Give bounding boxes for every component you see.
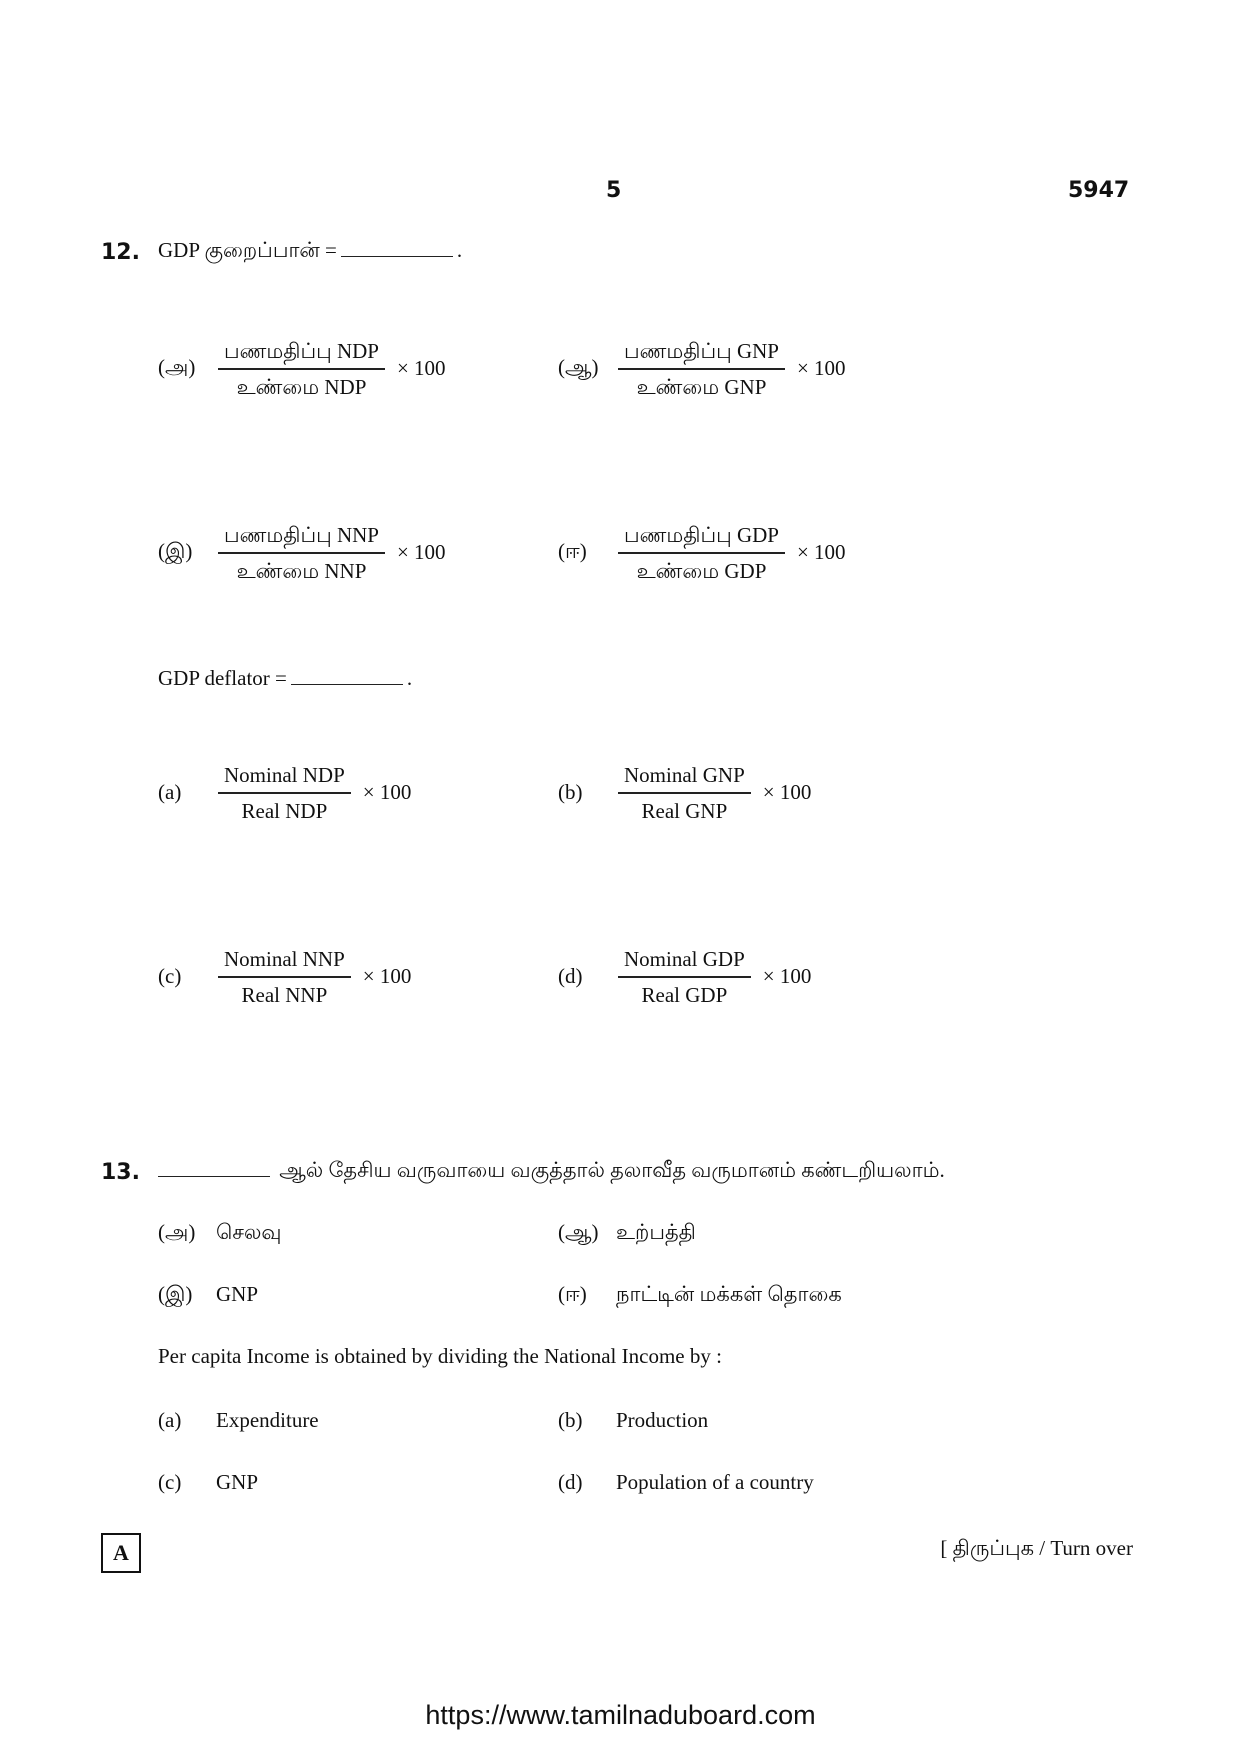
option-label: (a) — [158, 780, 182, 805]
q12-english-option-b — [558, 758, 811, 828]
q13-english-option-c — [158, 1470, 258, 1495]
q13-tamil-option-a — [158, 1220, 282, 1247]
q13-tamil-option-c — [158, 1282, 258, 1309]
fraction — [618, 334, 785, 404]
numerator: Nominal NDP — [224, 763, 345, 787]
fraction — [218, 758, 351, 828]
option-label: (இ) — [158, 539, 193, 564]
option-text: GNP — [216, 1470, 259, 1494]
question-13-english: Per capita Income is obtained by dividing the National Income by : — [158, 1344, 722, 1368]
q12-tamil-option-b — [558, 334, 846, 404]
q13-english-option-b — [558, 1408, 708, 1433]
q12-english-option-a — [158, 758, 411, 828]
page-number: 5 — [606, 178, 622, 203]
answer-blank — [291, 666, 403, 685]
denominator: உண்மை GDP — [636, 558, 767, 583]
fraction — [218, 942, 351, 1012]
denominator: உண்மை GNP — [636, 374, 767, 399]
question-12-tamil-text: GDP குறைப்பான் = — [158, 238, 337, 262]
fraction — [618, 758, 751, 828]
numerator: பணமதிப்பு GDP — [624, 523, 779, 547]
q12-english-option-c — [158, 942, 411, 1012]
q13-tamil-option-d — [558, 1282, 842, 1309]
q12-english-option-d — [558, 942, 811, 1012]
numerator: பணமதிப்பு NNP — [224, 523, 379, 547]
option-label: (ஈ) — [558, 539, 587, 564]
denominator: Real NNP — [241, 982, 328, 1007]
q13-tamil-option-b — [558, 1220, 696, 1247]
question-12-english-text: GDP deflator = — [158, 666, 287, 690]
option-text: உற்பத்தி — [616, 1220, 696, 1244]
option-label: (d) — [558, 1470, 583, 1494]
option-label: (ஈ) — [558, 1282, 587, 1306]
option-text: Expenditure — [216, 1408, 319, 1432]
multiplier: × 100 — [396, 540, 446, 565]
multiplier: × 100 — [362, 964, 412, 989]
fraction — [218, 334, 385, 404]
option-text: நாட்டின் மக்கள் தொகை — [616, 1282, 842, 1306]
answer-blank — [341, 238, 453, 257]
multiplier: × 100 — [796, 356, 846, 381]
option-text: Production — [616, 1408, 709, 1432]
multiplier: × 100 — [796, 540, 846, 565]
multiplier: × 100 — [762, 780, 812, 805]
question-13-tamil-text: ஆல் தேசிய வருவாயை வகுத்தால் தலாவீத வருமானம் கண்டறியலாம். — [279, 1158, 945, 1182]
option-label: (அ) — [158, 355, 196, 380]
q12-tamil-option-d — [558, 518, 846, 588]
option-label: (இ) — [158, 1282, 193, 1306]
paper-code: 5947 — [1068, 178, 1130, 203]
q13-english-option-d — [558, 1470, 814, 1495]
numerator: Nominal NNP — [224, 947, 345, 971]
numerator: Nominal GDP — [624, 947, 745, 971]
denominator: உண்மை NDP — [236, 374, 367, 399]
option-label: (ஆ) — [558, 355, 599, 380]
multiplier: × 100 — [762, 964, 812, 989]
question-13-number: 13. — [101, 1160, 140, 1185]
numerator: Nominal GNP — [624, 763, 745, 787]
fraction — [618, 942, 751, 1012]
q13-english-option-a — [158, 1408, 319, 1433]
option-label: (b) — [558, 780, 583, 805]
fraction — [618, 518, 785, 588]
question-12-english: GDP deflator = . — [158, 666, 413, 690]
option-text: GNP — [216, 1282, 259, 1306]
denominator: Real GDP — [641, 982, 728, 1007]
option-label: (d) — [558, 964, 583, 989]
q12-tamil-option-a — [158, 334, 446, 404]
option-label: (அ) — [158, 1220, 196, 1244]
option-label: (a) — [158, 1408, 182, 1432]
option-text: Population of a country — [616, 1470, 814, 1494]
website-url: https://www.tamilnaduboard.com — [425, 1700, 816, 1730]
question-13-tamil — [158, 1158, 945, 1185]
option-label: (c) — [158, 964, 182, 989]
option-label: (ஆ) — [558, 1220, 599, 1244]
q12-tamil-option-c — [158, 518, 446, 588]
multiplier: × 100 — [396, 356, 446, 381]
denominator: Real NDP — [241, 798, 328, 823]
denominator: உண்மை NNP — [236, 558, 367, 583]
numerator: பணமதிப்பு NDP — [224, 339, 379, 363]
fraction — [218, 518, 385, 588]
booklet-series-box: A — [101, 1533, 141, 1573]
option-label: (b) — [558, 1408, 583, 1432]
option-label: (c) — [158, 1470, 182, 1494]
numerator: பணமதிப்பு GNP — [624, 339, 779, 363]
turn-over-label: [ திருப்புக / Turn over — [940, 1536, 1133, 1560]
multiplier: × 100 — [362, 780, 412, 805]
option-text: செலவு — [216, 1220, 282, 1244]
answer-blank — [158, 1158, 270, 1177]
denominator: Real GNP — [641, 798, 728, 823]
question-12-number: 12. — [101, 240, 140, 265]
question-12-tamil: GDP குறைப்பான் = . — [158, 238, 463, 262]
